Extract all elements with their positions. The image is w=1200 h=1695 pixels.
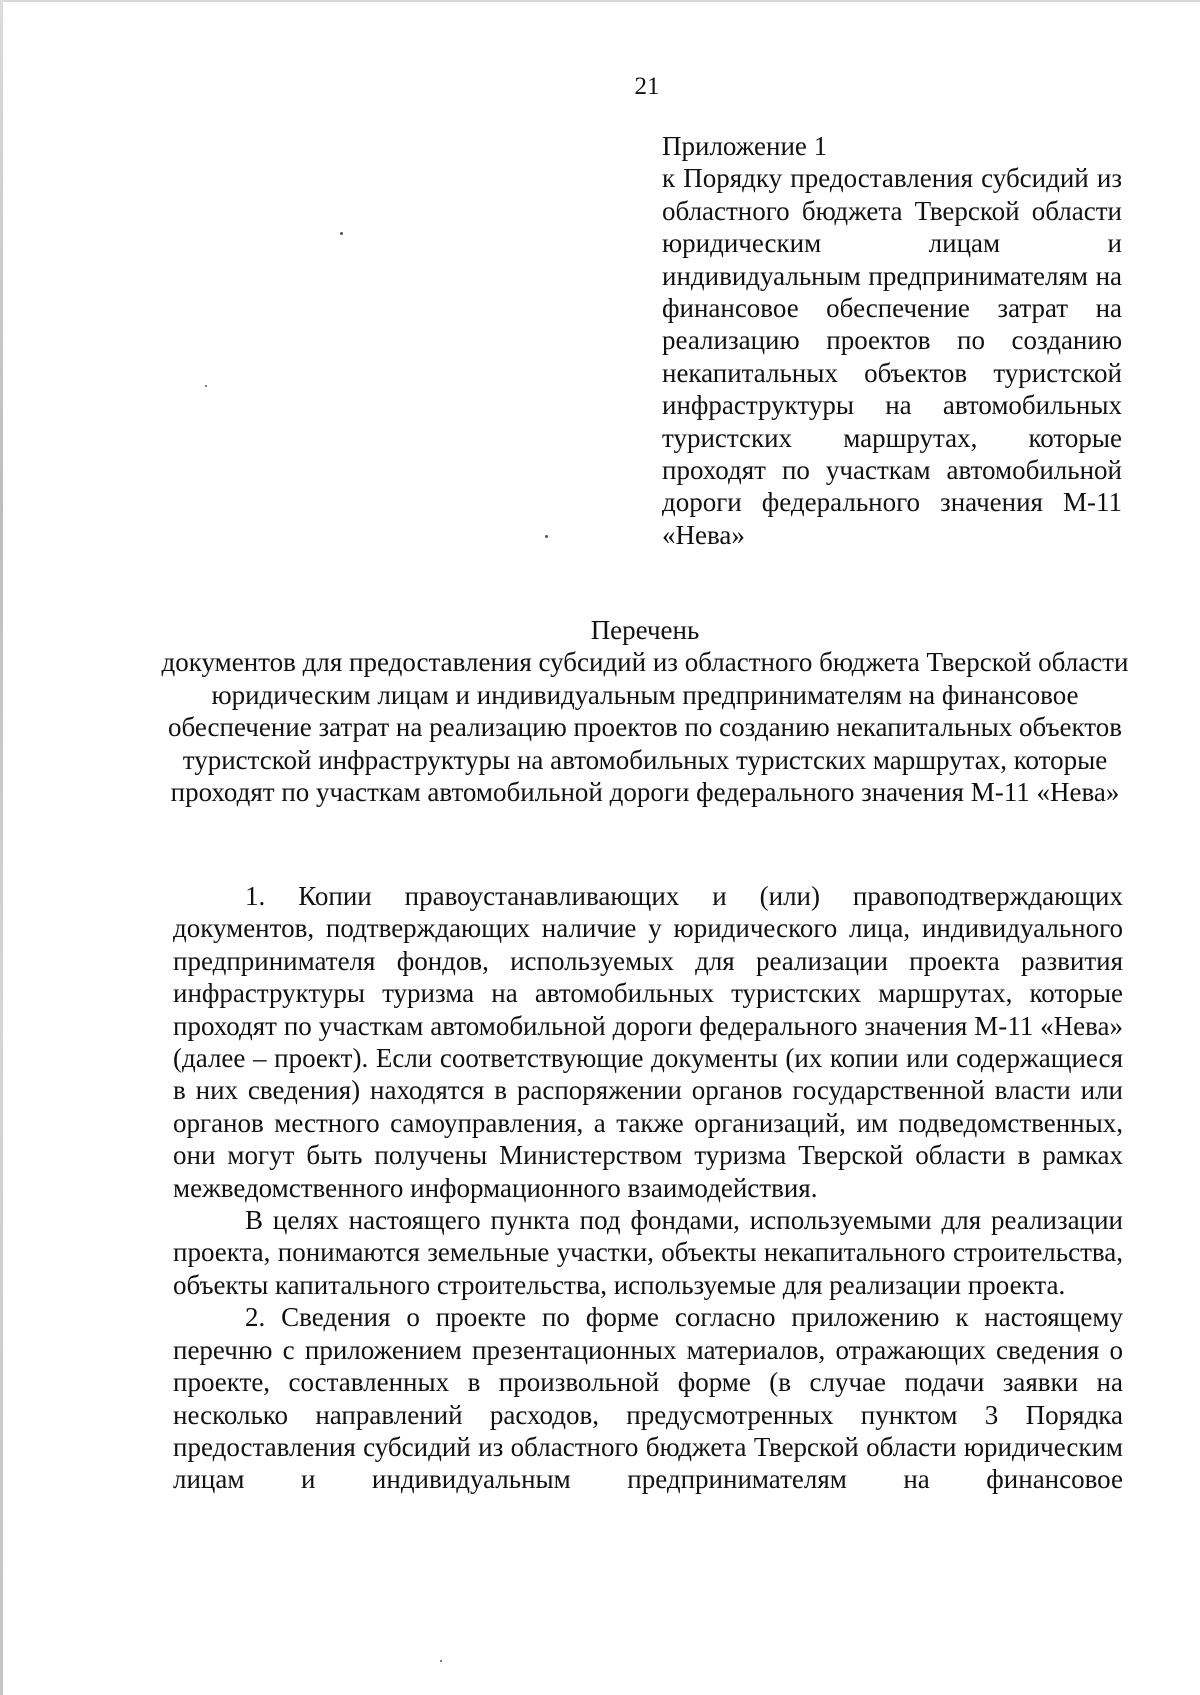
scan-left-edge bbox=[0, 0, 3, 1695]
scan-speck bbox=[340, 232, 343, 235]
document-heading bbox=[160, 614, 1130, 808]
scan-speck bbox=[545, 535, 548, 538]
paragraph-2: В целях настоящего пункта под фондами, используемыми для реализации проекта, понимаются земельные участки, объекты некапитального строительства, объекты капитального строительства, используемые для реализации проекта. bbox=[173, 1205, 1123, 1300]
paragraph-3: 2. Сведения о проекте по форме согласно приложению к настоящему перечню с приложением презентационных материалов, отражающих сведения о проекте, составленных в произвольной форме (в случае подачи заявки на несколько направлений расходов, предусмотренных пунктом 3 Порядка предоставления субсидий из областного бюджета Тверской области юридическим лицам и индивидуальным предпринимателям на финансовое bbox=[173, 1302, 1123, 1495]
page-number: 21 bbox=[634, 73, 660, 100]
document-body bbox=[173, 880, 1123, 1496]
appendix-title: Приложение 1 bbox=[662, 131, 828, 161]
scan-top-edge bbox=[0, 0, 1200, 2]
scan-speck bbox=[205, 385, 207, 387]
appendix-text: к Порядку предоставления субсидий из областного бюджета Тверской области юридическим лицам и индивидуальным предпринимателям на финансовое обеспечение затрат на реализацию проектов по созданию некапитальных объектов туристской инфраструктуры на автомобильных туристских маршрутах, которые проходят по участкам автомобильной дороги федерального значения М-11 «Нева» bbox=[662, 163, 1122, 550]
heading-title: Перечень bbox=[590, 615, 700, 645]
paragraph-1: 1. Копии правоустанавливающих и (или) правоподтверждающих документов, подтверждающих наличие у юридического лица, индивидуального предпринимателя фондов, используемых для реализации проекта развития инфраструктуры туризма на автомобильных туристских маршрутах, которые проходят по участкам автомобильной дороги федерального значения М-11 «Нева» (далее – проект). Если соответствующие документы (их копии или содержащиеся в них сведения) находятся в распоряжении органов государственной власти или органов местного самоуправления, а также организаций, им подведомственных, они могут быть получены Министерством туризма Тверской области в рамках межведомственного информационного взаимодействия. bbox=[173, 881, 1123, 1203]
heading-subtitle: документов для предоставления субсидий из областного бюджета Тверской области юридическим лицам и индивидуальным предпринимателям на финансовое обеспечение затрат на реализацию проектов по созданию некапитальных объектов туристской инфраструктуры на автомобильных туристских маршрутах, которые проходят по участкам автомобильной дороги федерального значения М-11 «Нева» bbox=[161, 647, 1129, 808]
appendix-block bbox=[662, 130, 1122, 551]
scan-speck bbox=[440, 1660, 442, 1662]
